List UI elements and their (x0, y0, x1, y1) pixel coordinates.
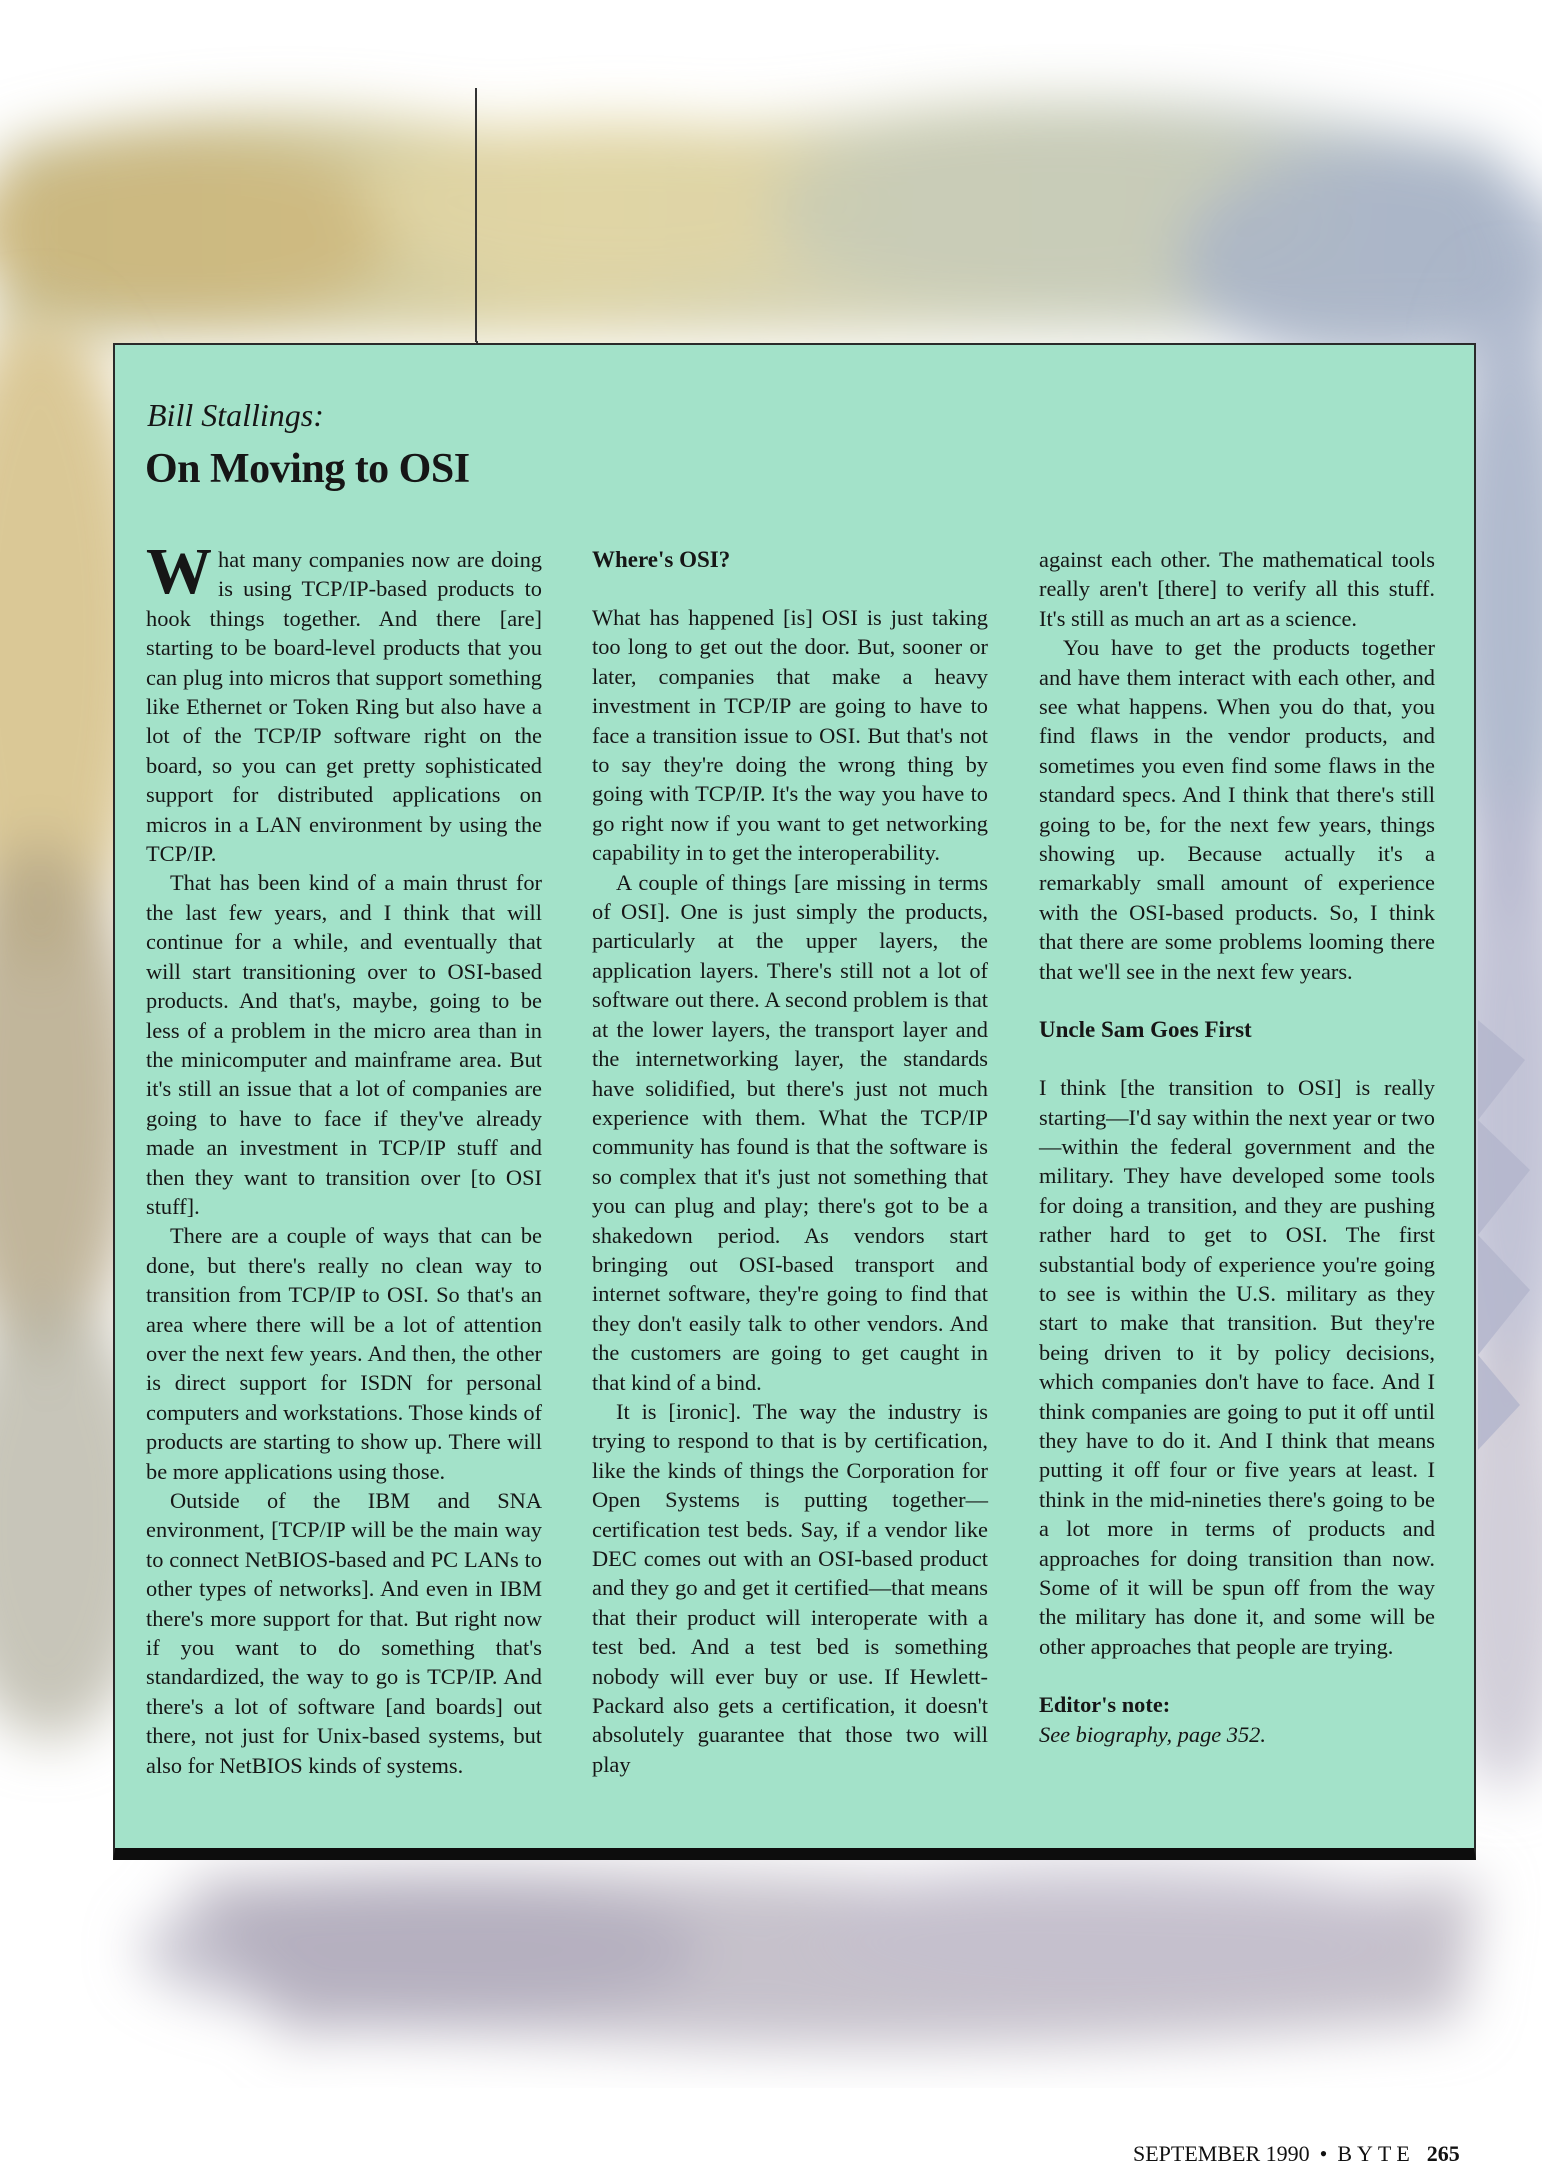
paragraph-7: It is [ironic]. The way the industry is trying to respond to that is by certification, like the kinds of things the Corporation for Open Systems is putting together—certification test beds. Say, if a vendor like DEC comes out with an OSI-based product and they go and get it certified—that means that their product will interoperate with a test bed. And a test bed is something nobody will ever buy or use. If Hewlett-Packard also gets a certification, it doesn't absolutely guarantee that those two will play (592, 1398, 988, 1777)
paragraph-6: A couple of things [are missing in terms of OSI]. One is just simply the products, particularly at the upper layers, the application layers. There's still not a lot of software out there. A second problem is that at the lower layers, the transport layer and the internetworking layer, the standards have solidified, but there's just not much experience with them. What the TCP/IP community has found is that the software is so complex that it's just not something that you can plug and play; there's got to be a shakedown period. As vendors start bringing out OSI-based transport and internet software, they're going to find that they don't easily talk to other vendors. And the customers are going to get caught in that kind of a bind. (592, 869, 988, 1395)
issue-date: SEPTEMBER 1990 (1133, 2141, 1310, 2166)
editors-note-text: See biography, page 352. (1039, 1721, 1266, 1747)
column-2 (592, 545, 988, 1779)
editors-note-heading: Editor's note: (1039, 1692, 1171, 1718)
paragraph-1 (146, 535, 542, 868)
article-title: On Moving to OSI (145, 446, 470, 492)
page-number: 265 (1426, 2141, 1460, 2166)
paragraph-2: That has been kind of a main thrust for the last few years, and I think that will continue for a while, and eventually that will start transitioning over to OSI-based products. And that's, maybe, going to be less of a problem in the micro area than in the minicomputer and mainframe area. But it's still an issue that a lot of companies are going to have to face if they've already made an investment in TCP/IP stuff and then they want to transition over [to OSI stuff]. (146, 870, 542, 1219)
section-heading-uncle-sam: Uncle Sam Goes First (1039, 1017, 1252, 1043)
paragraph-1-text: hat many companies now are doing is using TCP/IP-based products to hook things together. And there [are] starting to be board-level products that you can plug into micros that support something like Ethernet or Token Ring but also have a lot of the TCP/IP software right on the board, so you can get pretty sophisticated support for distributed applications on micros in a LAN environment by using the TCP/IP. (146, 547, 542, 867)
article-kicker: Bill Stallings: (147, 397, 324, 433)
section-heading-wheres-osi: Where's OSI? (592, 547, 731, 572)
paragraph-5: What has happened [is] OSI is just taking too long to get out the door. But, sooner or later, companies that make a heavy investment in TCP/IP are going to have to face a transition issue to OSI. But that's not to say they're doing the wrong thing by going with TCP/IP. It's the way you have to go right now if you want to get networking capability in to get the interoperability. (592, 605, 988, 866)
paragraph-3: There are a couple of ways that can be done, but there's really no clean way to transition from TCP/IP to OSI. So that's an area where there will be a lot of attention over the next few years. And then, the other is direct support for ISDN for personal computers and workstations. Those kinds of products are starting to show up. There will be more applications using those. (146, 1223, 542, 1484)
column-3 (1039, 545, 1435, 1749)
drop-cap: W (146, 535, 212, 608)
paragraph-9: You have to get the products together and have them interact with each other, and see what happens. When you do that, you find flaws in the vendor products, and sometimes you even find some flaws in the standard specs. And I think that there's still going to be, for the next few years, things showing up. Because actually it's a remarkably small amount of experience with the OSI-based products. So, I think that there are some problems looming there that we'll see in the next few years. (1039, 635, 1435, 984)
page-footer (1133, 2142, 1460, 2166)
paragraph-4: Outside of the IBM and SNA environment, [TCP/IP will be the main way to connect NetBIOS-based and PC LANs to other types of networks]. And even in IBM there's more support for that. But right now if you want to do something that's standardized, the way to go is TCP/IP. And there's a lot of software [and boards] out there, not just for Unix-based systems, but also for NetBIOS kinds of systems. (146, 1488, 542, 1778)
column-1 (146, 535, 542, 1780)
paragraph-8: against each other. The mathematical tools really aren't [there] to verify all this stuff. It's still as much an art as a science. (1039, 547, 1435, 631)
footer-separator: • (1319, 2141, 1328, 2166)
magazine-name: BYTE (1337, 2141, 1415, 2166)
paragraph-10: I think [the transition to OSI] is really starting—I'd say within the next year or two—within the federal government and the military. They have developed some tools for doing a transition, and they are pushing rather hard to get to OSI. The first substantial body of experience you're going to see is within the U.S. military as they start to make that transition. But they're being driven to it by policy decisions, which companies don't have to face. And I think companies are going to put it off until they have to do it. And I think that means putting it off four or five years at least. I think in the mid-nineties there's going to be a lot more in terms of products and approaches for doing transition than now. Some of it will be spun off from the way the military has done it, and some will be other approaches that people are trying. (1039, 1075, 1435, 1659)
